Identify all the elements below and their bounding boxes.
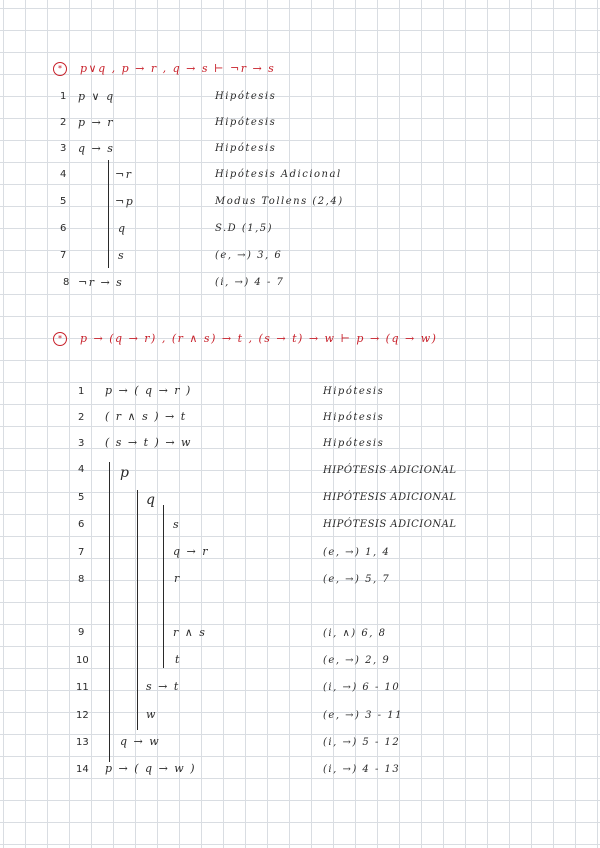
p1-line-number: 1 bbox=[60, 91, 67, 102]
p2-formula: p → ( q → w ) bbox=[105, 762, 196, 775]
p1-line-number: 2 bbox=[60, 117, 67, 128]
p2-formula: ( s → t ) → w bbox=[105, 436, 192, 449]
p2-line-number: 6 bbox=[78, 519, 85, 530]
p2-justification: (i, ∧) 6, 8 bbox=[323, 628, 387, 639]
p2-justification: HIPÓTESIS ADICIONAL bbox=[323, 465, 457, 476]
p2-subproof-bar-outer bbox=[109, 462, 110, 762]
p1-justification: Modus Tollens (2,4) bbox=[215, 196, 344, 207]
p2-formula: t bbox=[175, 653, 181, 666]
p2-formula: r bbox=[174, 572, 181, 585]
p1-formula: s bbox=[118, 249, 126, 262]
p2-justification: HIPÓTESIS ADICIONAL bbox=[323, 519, 457, 530]
p2-formula: w bbox=[146, 708, 157, 721]
p1-formula: q → s bbox=[78, 142, 115, 155]
p2-subproof-bar-middle bbox=[137, 490, 138, 730]
p1-line-number: 7 bbox=[60, 250, 67, 261]
p2-line-number: 13 bbox=[76, 737, 89, 748]
p2-justification: (e, →) 5, 7 bbox=[323, 574, 391, 585]
p1-formula: ¬r bbox=[115, 168, 133, 181]
p1-formula: ¬r → s bbox=[78, 276, 124, 289]
problem2-marker: * bbox=[53, 332, 67, 346]
p2-justification: (e, →) 2, 9 bbox=[323, 655, 391, 666]
p1-line-number: 5 bbox=[60, 196, 67, 207]
p1-justification: Hipótesis bbox=[215, 91, 277, 102]
p2-line-number: 9 bbox=[78, 627, 85, 638]
p1-formula: q bbox=[118, 222, 127, 235]
p2-line-number: 4 bbox=[78, 464, 85, 475]
p1-justification: S.D (1,5) bbox=[215, 223, 274, 234]
p1-formula: p ∨ q bbox=[78, 90, 115, 103]
p2-formula: s bbox=[173, 518, 181, 531]
p2-justification: (i, →) 5 - 12 bbox=[323, 737, 401, 748]
p1-justification: (e, →) 3, 6 bbox=[215, 250, 283, 261]
p1-justification: Hipótesis Adicional bbox=[215, 169, 342, 180]
p2-line-number: 14 bbox=[76, 764, 89, 775]
p2-formula: q → w bbox=[120, 735, 161, 748]
problem1-marker: * bbox=[53, 62, 67, 76]
p2-formula: ( r ∧ s ) → t bbox=[105, 410, 187, 423]
p2-line-number: 2 bbox=[78, 412, 85, 423]
p2-justification: (i, →) 4 - 13 bbox=[323, 764, 401, 775]
p2-line-number: 7 bbox=[78, 547, 85, 558]
p1-line-number: 3 bbox=[60, 143, 67, 154]
p2-formula: p bbox=[120, 465, 129, 481]
p1-justification: Hipótesis bbox=[215, 143, 277, 154]
p2-subproof-bar-inner bbox=[163, 505, 164, 668]
p2-justification: (e, →) 1, 4 bbox=[323, 547, 391, 558]
p2-formula: q → r bbox=[173, 545, 210, 558]
p2-line-number: 8 bbox=[78, 574, 85, 585]
p1-line-number: 4 bbox=[60, 169, 67, 180]
p2-line-number: 11 bbox=[76, 682, 89, 693]
p1-line-number: 8 bbox=[63, 277, 70, 288]
p2-justification: Hipótesis bbox=[323, 412, 385, 423]
p2-line-number: 5 bbox=[78, 492, 85, 503]
p2-justification: (i, →) 6 - 10 bbox=[323, 682, 401, 693]
p2-formula: s → t bbox=[146, 680, 180, 693]
p1-formula: ¬p bbox=[115, 195, 135, 208]
p2-justification: Hipótesis bbox=[323, 386, 385, 397]
p1-subproof-bar bbox=[108, 160, 109, 268]
p2-line-number: 3 bbox=[78, 438, 85, 449]
p1-justification: (i, →) 4 - 7 bbox=[215, 277, 285, 288]
p2-formula: p → ( q → r ) bbox=[105, 384, 192, 397]
p2-justification: (e, →) 3 - 11 bbox=[323, 710, 403, 721]
p2-formula: r ∧ s bbox=[173, 626, 207, 639]
problem2-header: p → (q → r) , (r ∧ s) → t , (s → t) → w ⊢ p → (q → w) bbox=[80, 332, 438, 345]
p1-formula: p → r bbox=[78, 116, 115, 129]
p2-line-number: 10 bbox=[76, 655, 89, 666]
p1-line-number: 6 bbox=[60, 223, 67, 234]
p2-formula: q bbox=[146, 492, 155, 508]
p2-line-number: 12 bbox=[76, 710, 89, 721]
p2-justification: Hipótesis bbox=[323, 438, 385, 449]
p2-line-number: 1 bbox=[78, 386, 85, 397]
p2-justification: HIPÓTESIS ADICIONAL bbox=[323, 492, 457, 503]
problem1-header: p∨q , p → r , q → s ⊢ ¬r → s bbox=[80, 62, 276, 75]
p1-justification: Hipótesis bbox=[215, 117, 277, 128]
